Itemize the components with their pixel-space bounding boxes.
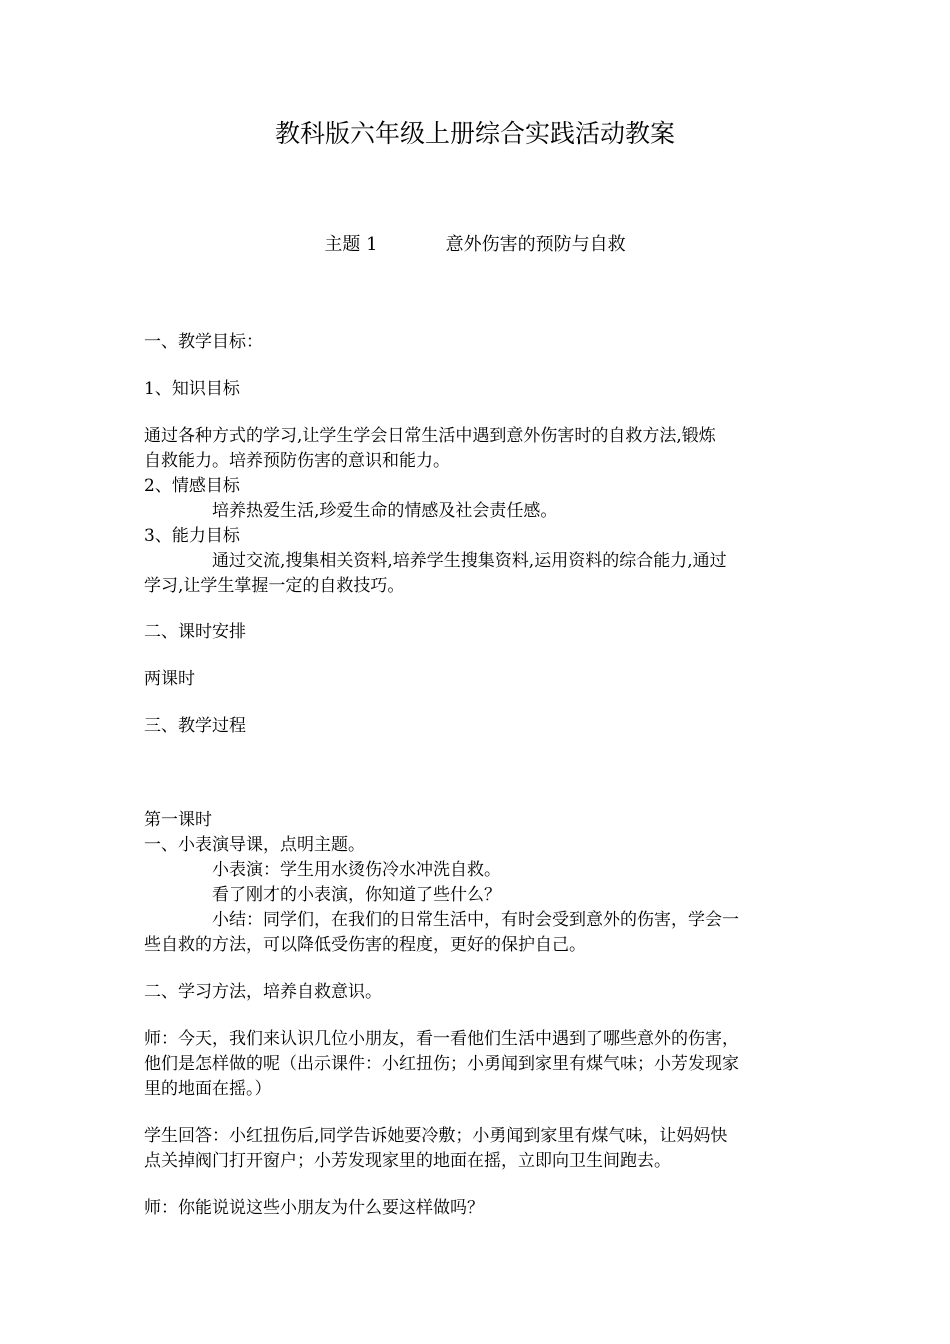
topic-number: 主题 1 [324,234,378,255]
section-heading: 二、课时安排 [144,622,246,642]
paragraph-line: 他们是怎样做的呢（出示课件：小红扭伤；小勇闻到家里有煤气味；小芳发现家 [144,1054,739,1074]
paragraph-line: 通过各种方式的学习,让学生学会日常生活中遇到意外伤害时的自救方法,锻炼 [144,426,716,446]
paragraph-line: 培养热爱生活,珍爱生命的情感及社会责任感。 [212,501,558,521]
paragraph-line: 里的地面在摇。） [144,1079,272,1099]
section-heading: 一、小表演导课，点明主题。 [144,835,365,855]
section-heading: 一、教学目标： [144,332,263,352]
section-heading: 二、学习方法，培养自救意识。 [144,982,382,1002]
paragraph-line: 学生回答：小红扭伤后,同学告诉她要冷敷；小勇闻到家里有煤气味，让妈妈快 [144,1126,728,1146]
paragraph-line: 通过交流,搜集相关资料,培养学生搜集资料,运用资料的综合能力,通过 [212,551,727,571]
paragraph-line: 小结：同学们，在我们的日常生活中，有时会受到意外的伤害，学会一 [212,910,739,930]
topic-name: 意外伤害的预防与自救 [445,234,626,255]
paragraph-line: 自救能力。培养预防伤害的意识和能力。 [144,451,450,471]
paragraph-line: 师：你能说说这些小朋友为什么要这样做吗？ [144,1198,484,1218]
paragraph-line: 点关掉阀门打开窗户；小芳发现家里的地面在摇，立即向卫生间跑去。 [144,1151,671,1171]
paragraph-line: 些自救的方法，可以降低受伤害的程度，更好的保护自己。 [144,935,586,955]
lesson-heading: 第一课时 [144,810,212,830]
subsection-heading: 2、情感目标 [144,476,240,496]
paragraph-line: 师：今天，我们来认识几位小朋友，看一看他们生活中遇到了哪些意外的伤害， [144,1029,739,1049]
subsection-heading: 1、知识目标 [144,379,240,399]
topic-subtitle [0,232,950,258]
paragraph-line: 看了刚才的小表演，你知道了些什么？ [212,885,501,905]
paragraph-line: 小表演：学生用水烫伤冷水冲洗自救。 [212,860,501,880]
paragraph-line: 学习,让学生掌握一定的自救技巧。 [144,576,405,596]
section-heading: 三、教学过程 [144,716,246,736]
subsection-heading: 3、能力目标 [144,526,240,546]
document-title: 教科版六年级上册综合实践活动教案 [274,119,675,148]
paragraph-line: 两课时 [144,669,195,689]
